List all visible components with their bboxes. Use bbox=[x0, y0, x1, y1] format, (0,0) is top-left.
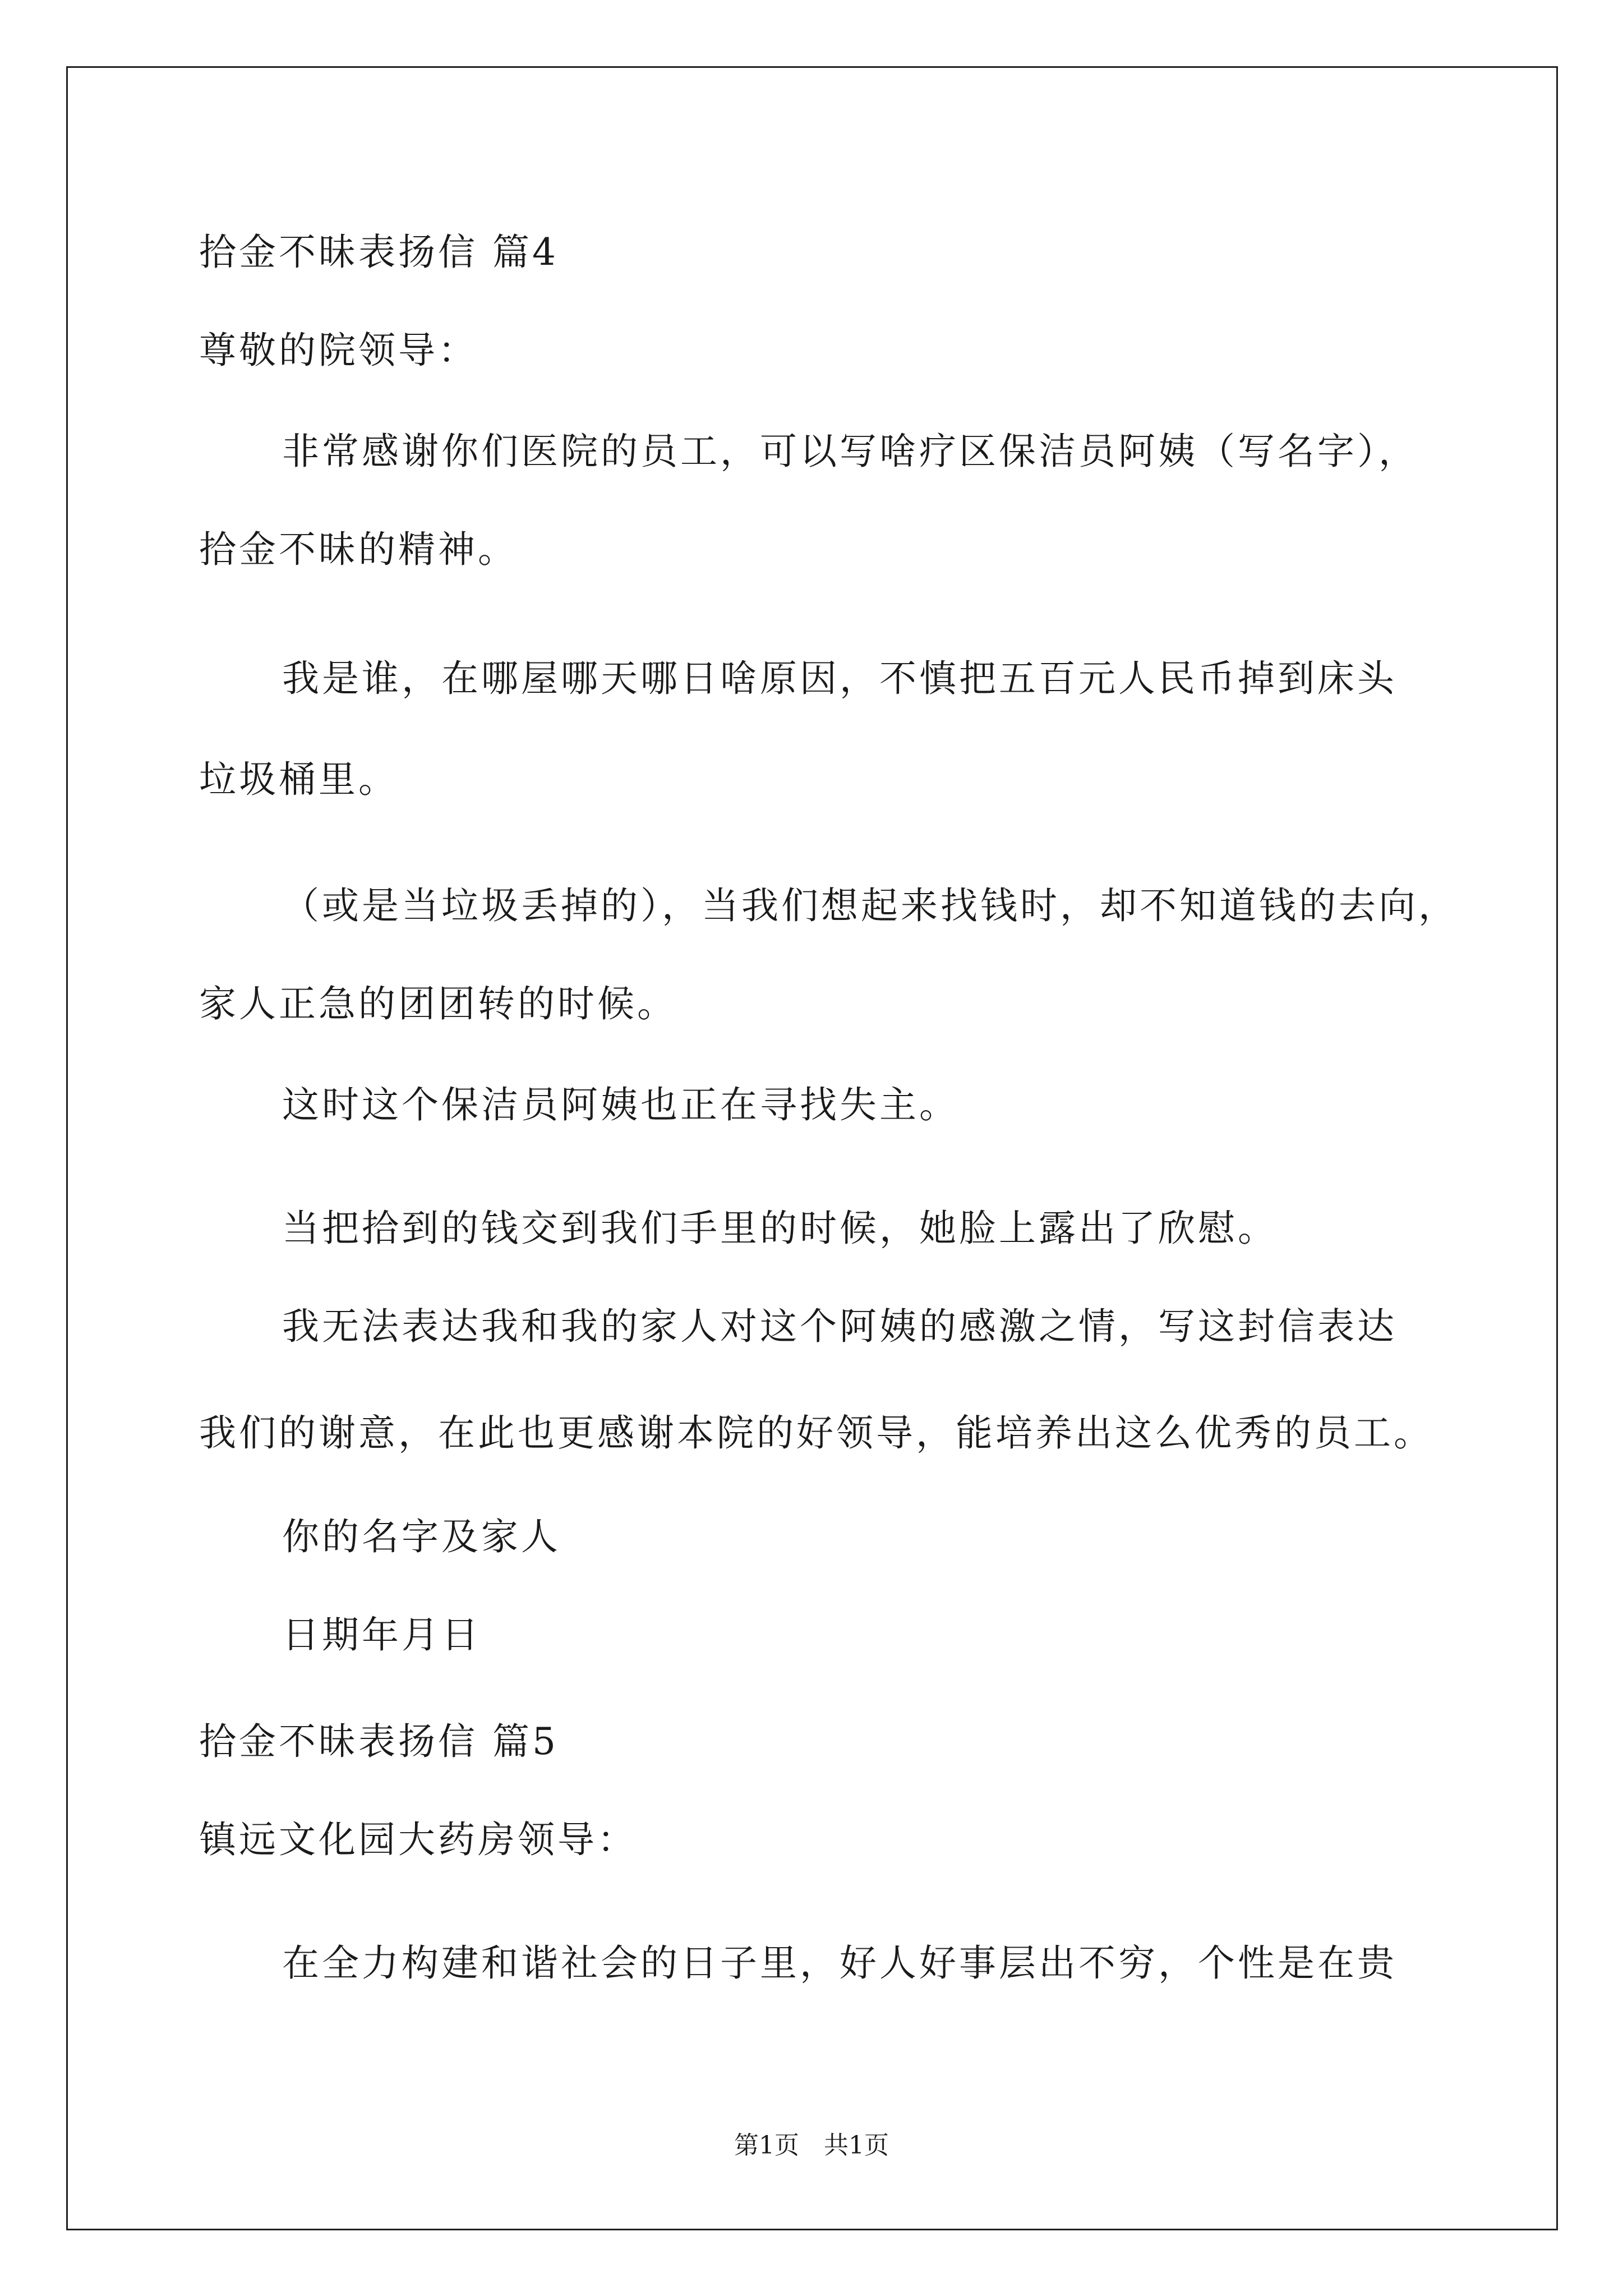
body-line: 这时这个保洁员阿姨也正在寻找失主。 bbox=[282, 1083, 959, 1126]
salutation: 镇远文化园大药房领导： bbox=[199, 1818, 637, 1861]
section-heading-4: 拾金不昧表扬信 篇4 bbox=[199, 231, 559, 274]
page-frame bbox=[66, 66, 1558, 2230]
body-line: 垃圾桶里。 bbox=[199, 758, 398, 801]
body-line: 在全力构建和谐社会的日子里，好人好事层出不穷，个性是在贵 bbox=[282, 1941, 1397, 1985]
body-line: 家人正急的团团转的时候。 bbox=[199, 982, 677, 1025]
body-line: （或是当垃圾丢掉的），当我们想起来找钱时，却不知道钱的去向， bbox=[282, 884, 1458, 927]
body-line: 当把拾到的钱交到我们手里的时候，她脸上露出了欣慰。 bbox=[282, 1207, 1278, 1250]
body-line: 非常感谢你们医院的员工，可以写啥疗区保洁员阿姨（写名字）， bbox=[282, 430, 1418, 473]
page-footer: 第1页 共1页 bbox=[734, 2131, 889, 2160]
signature-line: 你的名字及家人 bbox=[282, 1515, 561, 1558]
body-line: 我们的谢意，在此也更感谢本院的好领导，能培养出这么优秀的员工。 bbox=[199, 1411, 1433, 1455]
salutation: 尊敬的院领导： bbox=[199, 329, 478, 372]
body-line: 我是谁，在哪屋哪天哪日啥原因，不慎把五百元人民币掉到床头 bbox=[282, 657, 1397, 700]
section-heading-5: 拾金不昧表扬信 篇5 bbox=[199, 1720, 559, 1763]
body-line: 我无法表达我和我的家人对这个阿姨的感激之情，写这封信表达 bbox=[282, 1305, 1397, 1348]
date-line: 日期年月日 bbox=[282, 1613, 481, 1657]
body-line: 拾金不昧的精神。 bbox=[199, 528, 518, 571]
